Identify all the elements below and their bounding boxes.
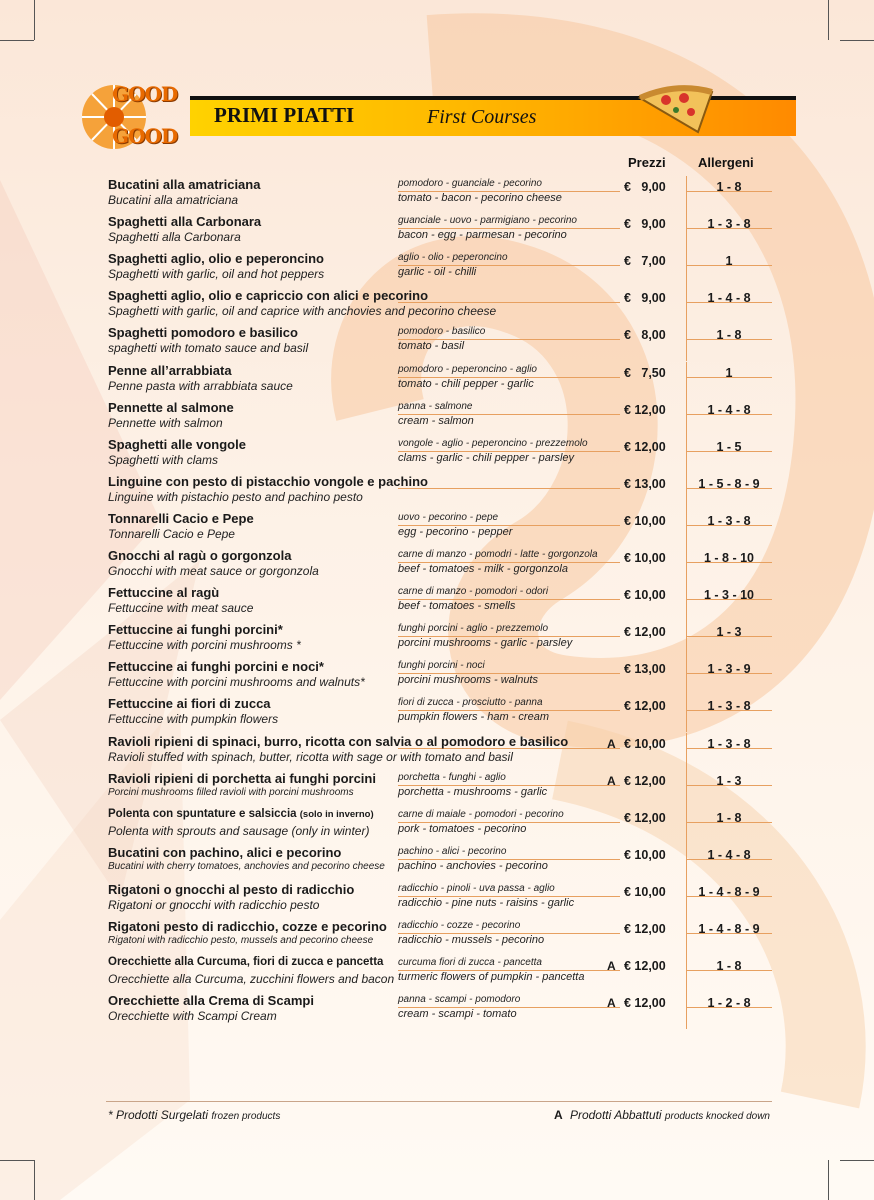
dish-ingredients-english: radicchio - mussels - pecorino	[398, 934, 545, 946]
row-rule	[398, 488, 620, 489]
menu-item-row	[0, 473, 874, 510]
dish-price: € 13,00	[624, 476, 666, 491]
dish-name-text: Rigatoni pesto di radicchio, cozze e pecorino	[108, 919, 387, 934]
dish-name-text: Spaghetti alle vongole	[108, 436, 246, 452]
logo-text-bottom: GOOD	[112, 124, 178, 148]
dish-ingredients: pomodoro - guanciale - pecorino	[398, 178, 542, 189]
dish-price: € 10,00	[624, 551, 666, 565]
dish-ingredients-english: clams - garlic - chili pepper - parsley	[398, 451, 575, 464]
dish-ingredients: carne di maiale - pomodori - pecorino	[398, 808, 564, 820]
dish-name	[108, 771, 376, 786]
dish-price: € 12,00	[624, 625, 666, 640]
dish-name-english: Bucatini alla amatriciana	[108, 193, 239, 207]
dish-name-text: Spaghetti alla Carbonara	[108, 214, 262, 230]
dish-price: € 12,00	[624, 810, 666, 825]
dish-name	[108, 919, 387, 934]
dish-name	[108, 177, 260, 192]
crop-mark	[0, 40, 34, 41]
crop-mark	[840, 40, 874, 41]
dish-allergens: 1 - 3 - 9	[707, 662, 751, 677]
menu-item-row	[0, 324, 874, 361]
dish-ingredients-english: pork - tomatoes - pecorino	[398, 822, 527, 835]
dish-ingredients: funghi porcini - noci	[398, 660, 485, 672]
footer-chilled-flag: A	[553, 1108, 563, 1122]
dish-name-english: spaghetti with tomato sauce and basil	[108, 341, 309, 356]
menu-item-row	[0, 881, 874, 918]
crop-mark	[34, 1160, 35, 1200]
chilled-flag: A	[607, 996, 616, 1011]
dish-ingredients-english: bacon - egg - parmesan - pecorino	[398, 229, 567, 242]
crop-mark	[34, 0, 35, 40]
dish-price: € 9,00	[624, 217, 666, 232]
dish-name-text: Ravioli ripieni di spinaci, burro, ricotta con salvia o al pomodoro e basilico	[108, 733, 569, 749]
allergens-column-header: Allergeni	[698, 155, 754, 170]
menu-item-row	[0, 621, 874, 658]
dish-ingredients: funghi porcini - aglio - prezzemolo	[398, 623, 549, 635]
dish-price: € 12,00	[624, 773, 666, 788]
dish-ingredients-english: porcini mushrooms - walnuts	[398, 674, 538, 687]
dish-allergens: 1 - 3 - 8	[707, 699, 751, 714]
dish-allergens: 1 - 3 - 10	[703, 588, 755, 603]
menu-item-row	[0, 770, 874, 807]
dish-allergens: 1 - 8	[716, 810, 742, 825]
row-rule	[398, 302, 620, 303]
logo-text-top: GOOD	[112, 82, 178, 106]
footer-frozen-en: frozen products	[211, 1111, 281, 1122]
dish-price: € 9,00	[624, 180, 666, 194]
dish-allergens: 1 - 3	[716, 625, 742, 640]
dish-ingredients-english: turmeric flowers of pumpkin - pancetta	[398, 971, 585, 984]
dish-ingredients-english: porcini mushrooms - garlic - parsley	[398, 637, 573, 650]
dish-name	[108, 251, 324, 266]
pizza-slice-icon	[636, 80, 716, 136]
menu-item-row	[0, 547, 874, 584]
dish-name	[108, 882, 354, 897]
dish-price: € 12,00	[624, 402, 666, 417]
dish-ingredients-english: tomato - bacon - pecorino cheese	[398, 192, 562, 204]
dish-ingredients: carne di manzo - pomodri - latte - gorgonzola	[398, 549, 598, 560]
dish-ingredients: aglio - olio - peperoncino	[398, 252, 508, 264]
crop-mark	[828, 0, 829, 40]
dish-name-english: Rigatoni with radicchio pesto, mussels and pecorino cheese	[108, 935, 374, 946]
chilled-flag: A	[607, 736, 616, 751]
dish-allergens: 1 - 5	[716, 439, 742, 454]
dish-ingredients-english: tomato - basil	[398, 340, 465, 353]
dish-allergens: 1 - 5 - 8 - 9	[698, 476, 760, 491]
dish-ingredients: pomodoro - peperoncino - aglio	[398, 363, 537, 375]
dish-name-text: Orecchiette alla Crema di Scampi	[108, 993, 314, 1009]
dish-name-text: Polenta con spuntature e salsiccia	[108, 807, 297, 820]
menu-item-row	[0, 992, 874, 1029]
dish-price: € 7,50	[624, 365, 666, 380]
menu-item-row	[0, 362, 874, 399]
dish-name-english: Orecchiette alla Curcuma, zucchini flowers and bacon	[108, 972, 395, 987]
dish-ingredients-english: cream - scampi - tomato	[398, 1008, 517, 1021]
dish-price: € 10,00	[624, 736, 666, 751]
dish-ingredients-english: tomato - chili pepper - garlic	[398, 377, 534, 390]
dish-name	[108, 585, 219, 600]
dish-allergens: 1 - 8	[716, 328, 742, 343]
dish-price: € 12,00	[624, 699, 666, 714]
menu-item-row	[0, 287, 874, 324]
dish-name-english: Orecchiette with Scampi Cream	[108, 1009, 277, 1024]
dish-ingredients-english: radicchio - pine nuts - raisins - garlic	[398, 896, 575, 909]
dish-allergens: 1 - 8	[716, 959, 742, 974]
dish-name-english: Rigatoni or gnocchi with radicchio pesto	[108, 897, 320, 912]
dish-ingredients: porchetta - funghi - aglio	[398, 771, 506, 783]
crop-mark	[828, 1160, 829, 1200]
dish-name-english: Pennette with salmon	[108, 415, 223, 430]
dish-name-english: Spaghetti with garlic, oil and caprice with anchovies and pecorino cheese	[108, 304, 497, 319]
dish-ingredients: panna - scampi - pomodoro	[398, 994, 521, 1006]
dish-price: € 13,00	[624, 662, 666, 677]
dish-allergens: 1 - 4 - 8 - 9	[698, 922, 760, 936]
dish-allergens: 1	[725, 365, 733, 380]
dish-allergens: 1 - 2 - 8	[707, 996, 751, 1011]
dish-ingredients: radicchio - pinoli - uva passa - aglio	[398, 882, 555, 894]
dish-name-text: Fettuccine ai funghi porcini*	[108, 622, 283, 638]
dish-ingredients: pomodoro - basilico	[398, 326, 486, 338]
dish-ingredients: curcuma fiori di zucca - pancetta	[398, 957, 542, 969]
dish-price: € 12,00	[624, 959, 666, 974]
dish-ingredients: radicchio - cozze - pecorino	[398, 920, 521, 931]
price-column-header: Prezzi	[628, 155, 666, 170]
dish-ingredients: fiori di zucca - prosciutto - panna	[398, 697, 543, 709]
dish-price: € 7,00	[624, 254, 666, 269]
dish-name-text: Penne all’arrabbiata	[108, 362, 232, 378]
dish-name-text: Pennette al salmone	[108, 399, 234, 415]
dish-allergens: 1 - 8	[716, 180, 742, 194]
dish-allergens: 1 - 3 - 8	[707, 736, 751, 751]
dish-name	[108, 696, 271, 711]
dish-ingredients-english: beef - tomatoes - milk - gorgonzola	[398, 563, 568, 575]
dish-name-english: Linguine with pistachio pesto and pachino pesto	[108, 489, 363, 504]
dish-name	[108, 325, 298, 340]
page-subtitle: First Courses	[427, 106, 537, 128]
dish-ingredients-english: beef - tomatoes - smells	[398, 600, 516, 613]
menu-item-row	[0, 584, 874, 621]
dish-price: € 8,00	[624, 328, 666, 343]
crop-mark	[0, 1160, 34, 1161]
dish-name	[108, 363, 232, 378]
dish-name	[108, 214, 261, 229]
menu-item-row	[0, 695, 874, 732]
dish-name-text: Ravioli ripieni di porchetta ai funghi porcini	[108, 770, 376, 786]
dish-name-text: Spaghetti aglio, olio e peperoncino	[108, 251, 324, 267]
menu-item-row	[0, 658, 874, 695]
dish-name-english: Fettuccine with porcini mushrooms *	[108, 638, 301, 653]
dish-ingredients-english: egg - pecorino - pepper	[398, 525, 513, 538]
footer-chilled-note	[554, 1108, 770, 1122]
dish-ingredients: carne di manzo - pomodori - odori	[398, 586, 549, 598]
menu-item-row	[0, 918, 874, 955]
dish-name-english: Spaghetti with clams	[108, 452, 219, 467]
menu-item-row	[0, 213, 874, 250]
dish-name	[108, 400, 234, 415]
dish-allergens: 1 - 4 - 8	[707, 402, 751, 417]
menu-item-row	[0, 399, 874, 436]
dish-ingredients: uovo - pecorino - pepe	[398, 511, 499, 523]
dish-name-text: Rigatoni o gnocchi al pesto di radicchio	[108, 881, 355, 897]
dish-name-text: Tonnarelli Cacio e Pepe	[108, 510, 254, 526]
menu-item-row	[0, 844, 874, 881]
dish-name-english: Penne pasta with arrabbiata sauce	[108, 378, 293, 393]
page-title: PRIMI PIATTI	[214, 103, 355, 127]
footer-divider	[106, 1101, 772, 1102]
footer-frozen-label: * Prodotti Surgelati	[108, 1108, 209, 1122]
dish-price: € 12,00	[624, 922, 666, 936]
dish-price: € 10,00	[624, 884, 666, 899]
dish-name	[108, 474, 428, 489]
dish-price: € 9,00	[624, 291, 666, 306]
dish-name-english: Porcini mushrooms filled ravioli with porcini mushrooms	[108, 786, 354, 798]
dish-name	[108, 845, 341, 860]
dish-ingredients-english: garlic - oil - chilli	[398, 266, 477, 279]
dish-name	[108, 548, 291, 563]
menu-item-row	[0, 436, 874, 473]
menu-item-row	[0, 807, 874, 844]
dish-price: € 12,00	[624, 996, 666, 1011]
menu-item-row	[0, 250, 874, 287]
dish-name-text: Bucatini alla amatriciana	[108, 177, 261, 192]
dish-name	[108, 808, 374, 820]
dish-name-english: Ravioli stuffed with spinach, butter, ricotta with sage or with tomato and basil	[108, 749, 513, 764]
dish-name	[108, 437, 246, 452]
crop-mark	[840, 1160, 874, 1161]
dish-name-text: Bucatini con pachino, alici e pecorino	[108, 844, 342, 860]
dish-name-english: Gnocchi with meat sauce or gorgonzola	[108, 564, 319, 578]
dish-name	[108, 734, 568, 749]
menu-item-row	[0, 176, 874, 213]
dish-name-english: Fettuccine with meat sauce	[108, 601, 254, 616]
footer-chilled-en: products knocked down	[664, 1111, 770, 1122]
dish-ingredients: guanciale - uovo - parmigiano - pecorino	[398, 215, 577, 227]
dish-name	[108, 659, 324, 674]
dish-ingredients-english: cream - salmon	[398, 414, 474, 427]
chilled-flag: A	[607, 959, 616, 974]
dish-allergens: 1 - 3 - 8	[707, 217, 751, 232]
footer-frozen-note	[108, 1108, 280, 1122]
dish-name-text: Orecchiette alla Curcuma, fiori di zucca e pancetta	[108, 956, 384, 969]
menu-item-row	[0, 510, 874, 547]
dish-allergens: 1 - 4 - 8	[707, 291, 751, 306]
dish-name-note: (solo in inverno)	[299, 808, 374, 820]
dish-price: € 10,00	[624, 513, 666, 528]
dish-ingredients-english: porchetta - mushrooms - garlic	[398, 785, 548, 798]
dish-name	[108, 511, 254, 526]
chilled-flag: A	[607, 773, 616, 788]
dish-name-english: Polenta with sprouts and sausage (only in winter)	[108, 823, 370, 838]
dish-ingredients: vongole - aglio - peperoncino - prezzemolo	[398, 437, 588, 449]
menu-item-row	[0, 955, 874, 992]
dish-name	[108, 288, 428, 303]
menu-item-row	[0, 733, 874, 770]
dish-name-text: Spaghetti pomodoro e basilico	[108, 325, 298, 341]
dish-allergens: 1 - 8 - 10	[703, 551, 755, 565]
dish-ingredients: pachino - alici - pecorino	[398, 845, 507, 857]
dish-ingredients: panna - salmone	[398, 400, 473, 412]
dish-name	[108, 993, 314, 1008]
dish-name-text: Spaghetti aglio, olio e capriccio con alici e pecorino	[108, 288, 429, 304]
dish-name-english: Fettuccine with porcini mushrooms and walnuts*	[108, 675, 365, 690]
dish-name-english: Tonnarelli Cacio e Pepe	[108, 526, 235, 541]
dish-name-english: Bucatini with cherry tomatoes, anchovies and pecorino cheese	[108, 860, 385, 872]
dish-price: € 12,00	[624, 439, 666, 454]
dish-name-text: Linguine con pesto di pistacchio vongole e pachino	[108, 473, 428, 489]
dish-allergens: 1 - 4 - 8	[707, 847, 751, 862]
dish-allergens: 1	[725, 254, 733, 269]
footer-chilled-label: Prodotti Abbattuti	[569, 1108, 662, 1122]
dish-price: € 10,00	[624, 847, 666, 862]
dish-name-english: Fettuccine with pumpkin flowers	[108, 712, 279, 727]
dish-ingredients-english: pumpkin flowers - ham - cream	[398, 711, 549, 724]
dish-name-text: Gnocchi al ragù o gorgonzola	[108, 548, 292, 563]
dish-name-text: Fettuccine ai fiori di zucca	[108, 696, 271, 712]
dish-allergens: 1 - 3 - 8	[707, 513, 751, 528]
dish-name-english: Spaghetti with garlic, oil and hot peppers	[108, 267, 325, 282]
dish-allergens: 1 - 3	[716, 773, 742, 788]
dish-name-text: Fettuccine al ragù	[108, 585, 220, 601]
dish-allergens: 1 - 4 - 8 - 9	[698, 884, 760, 899]
dish-name-english: Spaghetti alla Carbonara	[108, 230, 241, 245]
dish-name	[108, 622, 283, 637]
dish-name-text: Fettuccine ai funghi porcini e noci*	[108, 659, 324, 675]
dish-ingredients-english: pachino - anchovies - pecorino	[398, 859, 548, 872]
dish-price: € 10,00	[624, 588, 666, 603]
dish-name	[108, 956, 383, 968]
